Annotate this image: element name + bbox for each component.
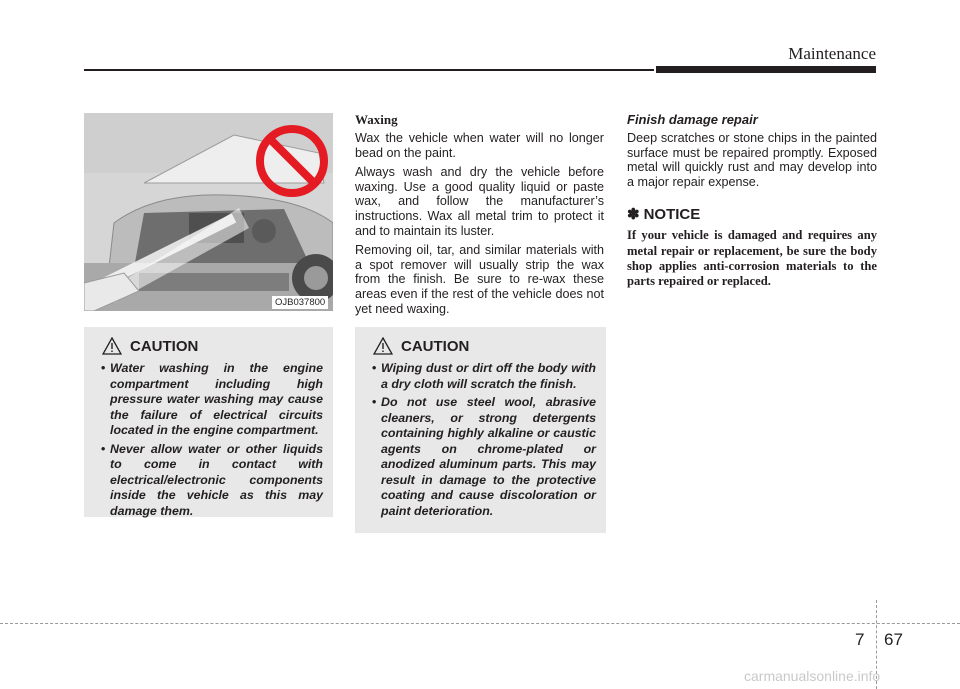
header-bar xyxy=(656,66,876,73)
caution-item: • Never allow water or other liquids to come in contact with electrical/electronic components inside the vehicle as this may damage them. xyxy=(96,442,323,520)
finish-repair-paragraph: Deep scratches or stone chips in the painted surface must be repaired promptly. Exposed metal will quickly rust and may develop into a major repair expense. xyxy=(627,131,877,189)
waxing-section xyxy=(355,112,604,321)
caution-title: CAUTION xyxy=(130,337,199,355)
caution-item: • Wiping dust or dirt off the body with a dry cloth will scratch the finish. xyxy=(367,361,596,392)
section-number: 7 xyxy=(855,630,865,649)
waxing-paragraph: Always wash and dry the vehicle before waxing. Use a good quality liquid or paste wax, and follow the manufacturer’s instructions. Wax all metal trim to protect it and to maintain its luster. xyxy=(355,165,604,238)
notice-title: NOTICE xyxy=(643,205,701,223)
waxing-heading: Waxing xyxy=(355,112,398,127)
engine-wash-illustration xyxy=(84,113,333,311)
page-number: 67 xyxy=(884,630,903,649)
caution-title: CAUTION xyxy=(401,337,470,355)
caution-box-left xyxy=(84,327,333,517)
waxing-paragraph: Removing oil, tar, and similar materials with a spot remover will usually strip the wax from the finish. Be sure to re-wax these areas even if the rest of the vehicle does not yet need waxing. xyxy=(355,243,604,316)
caution-item: • Water washing in the engine compartment including high pressure water washing may cause the failure of electrical circuits located in the engine compartment. xyxy=(96,361,323,439)
watermark: carmanualsonline.info xyxy=(744,668,881,684)
waxing-paragraph: Wax the vehicle when water will no longer bead on the paint. xyxy=(355,131,604,160)
caution-box-right xyxy=(355,327,606,533)
warning-triangle-icon xyxy=(102,337,122,355)
finish-repair-heading: Finish damage repair xyxy=(627,112,758,127)
finish-repair-section xyxy=(627,112,877,289)
figure-code: OJB037800 xyxy=(272,296,328,309)
notice-heading xyxy=(627,205,877,223)
caution-item: • Do not use steel wool, abrasive cleaners, or strong detergents containing highly alkaline or caustic agents on chrome-plated or anodized aluminum parts. This may result in damage to the protective coating and cause discoloration or paint deterioration. xyxy=(367,395,596,519)
header-title: Maintenance xyxy=(788,44,876,63)
notice-star-icon: ✽ xyxy=(627,206,640,224)
car-engine-bay-image xyxy=(84,113,333,311)
notice-body: If your vehicle is damaged and requires any metal repair or replacement, be sure the body shop applies anti-corrosion materials to the parts repaired or replaced. xyxy=(627,228,877,288)
warning-triangle-icon xyxy=(373,337,393,355)
header-rule xyxy=(84,69,654,71)
footer-divider xyxy=(0,623,960,624)
